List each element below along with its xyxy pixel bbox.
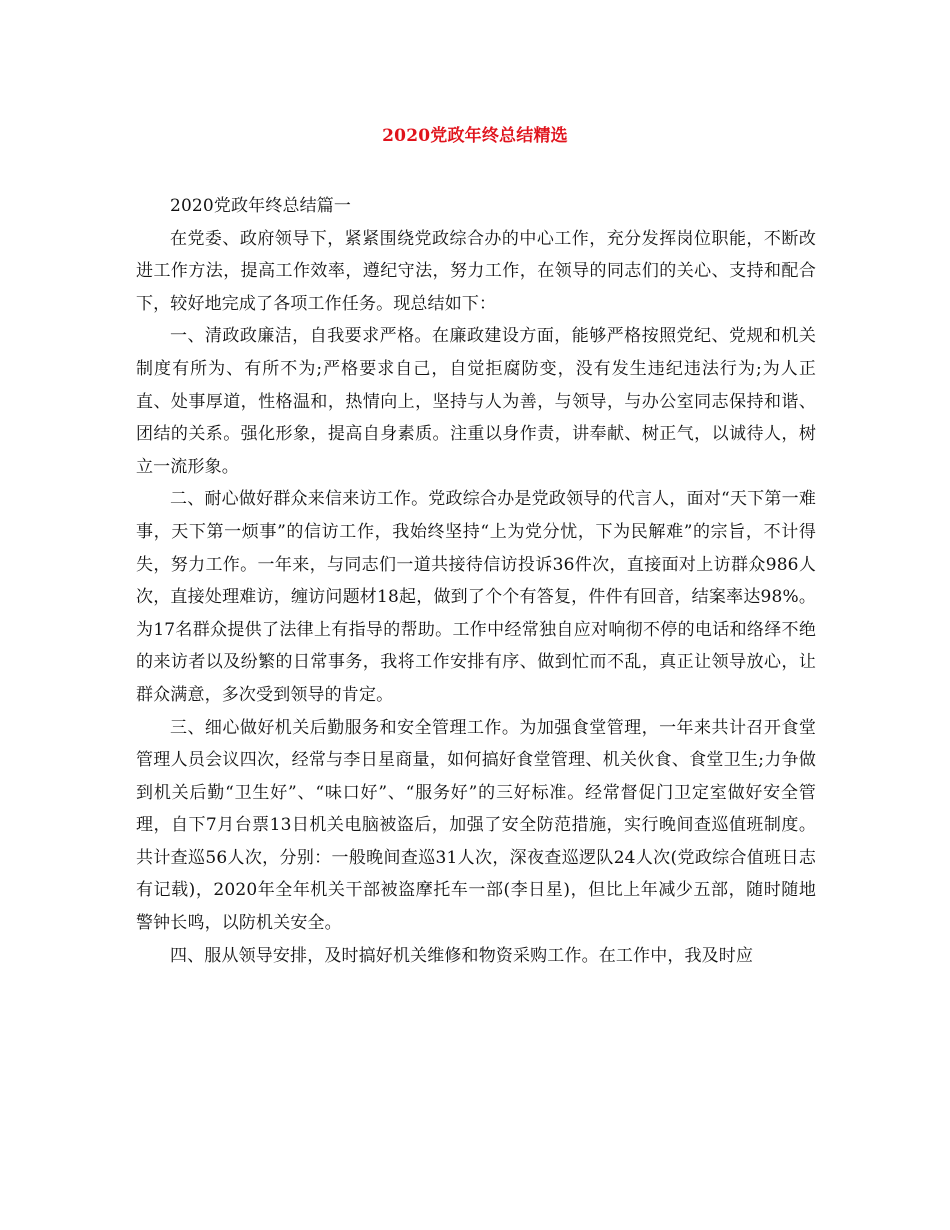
paragraph-three: 三、细心做好机关后勤服务和安全管理工作。为加强食堂管理，一年来共计召开食堂管理人员会议四次，经常与李日星商量，如何搞好食堂管理、机关伙食、食堂卫生;力争做到机关后勤“卫生好”、“味口好”、“服务好”的三好标准。经常督促门卫定室做好安全管理，自下7月台票13日机关电脑被盗后，加强了安全防范措施，实行晚间查巡值班制度。共计查巡56人次，分别：一般晚间查巡31人次，深夜查巡逻队24人次(党政综合值班日志有记载)，2020年全年机关干部被盗摩托车一部(李日星)，但比上年减少五部，随时随地警钟长鸣，以防机关安全。 [136, 717, 816, 934]
paragraph-intro: 在党委、政府领导下，紧紧围绕党政综合办的中心工作，充分发挥岗位职能，不断改进工作方法，提高工作效率，遵纪守法，努力工作，在领导的同志们的关心、支持和配合下，较好地完成了各项工作任务。现总结如下： [136, 228, 816, 314]
paragraph-four: 四、服从领导安排，及时搞好机关维修和物资采购工作。在工作中，我及时应 [170, 945, 754, 966]
document-body [136, 190, 816, 972]
paragraph-one: 一、清政政廉洁，自我要求严格。在廉政建设方面，能够严格按照党纪、党规和机关制度有所为、有所不为;严格要求自己，自觉拒腐防变，没有发生违纪违法行为;为人正直、处事厚道，性格温和，热情向上，坚持与人为善，与领导，与办公室同志保持和谐、团结的关系。强化形象，提高自身素质。注重以身作责，讲奉献、树正气，以诚待人，树立一流形象。 [136, 326, 816, 477]
document-title: 2020党政年终总结精选 [382, 126, 568, 146]
paragraph-two: 二、耐心做好群众来信来访工作。党政综合办是党政领导的代言人，面对“天下第一难事，天下第一烦事”的信访工作，我始终坚持“上为党分忧，下为民解难”的宗旨，不计得失，努力工作。一年来，与同志们一道共接待信访投诉36件次，直接面对上访群众986人次，直接处理难访，缠访问题材18起，做到了个个有答复，件件有回音，结案率达98%。为17名群众提供了法律上有指导的帮助。工作中经常独自应对响彻不停的电话和络绎不绝的来访者以及纷繁的日常事务，我将工作安排有序、做到忙而不乱，真正让领导放心，让群众满意，多次受到领导的肯定。 [136, 489, 816, 705]
section-heading: 2020党政年终总结篇一 [170, 196, 352, 216]
